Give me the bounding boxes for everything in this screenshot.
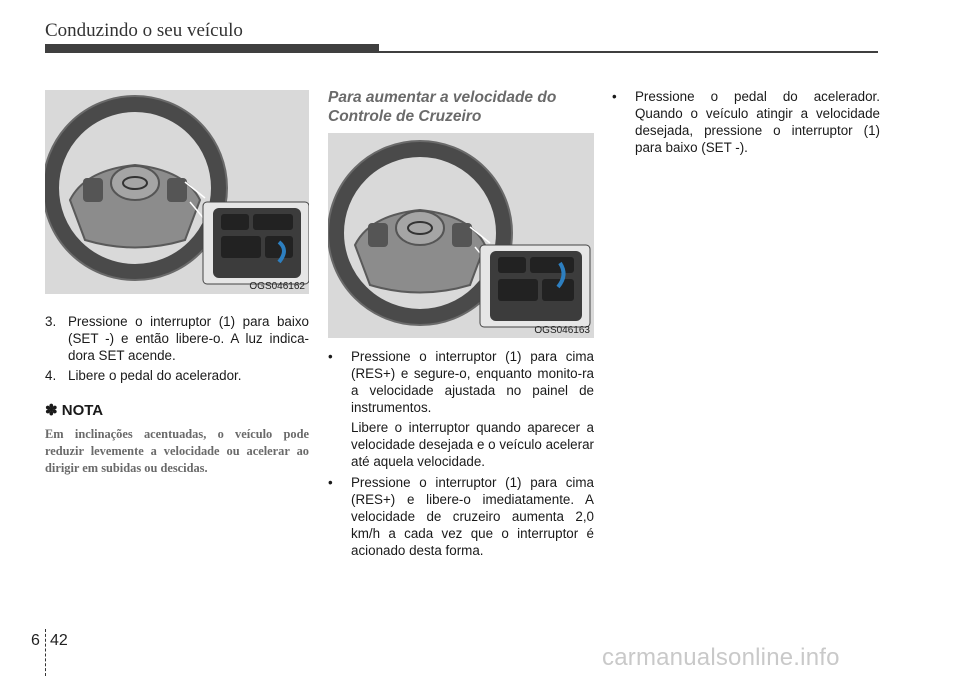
step-item bbox=[45, 313, 309, 364]
bullet-item bbox=[612, 88, 880, 156]
watermark: carmanualsonline.info bbox=[602, 644, 840, 671]
note-title: ✽ NOTA bbox=[45, 402, 104, 419]
page-number: 42 bbox=[50, 632, 68, 649]
bullet-text: Pressione o pedal do acelerador. Quando o veículo atingir a velocidade desejada, pressione o interruptor (1) para baixo (SET -). bbox=[635, 89, 880, 155]
right-column bbox=[612, 88, 880, 159]
bullet-item bbox=[328, 348, 594, 416]
step-number: 4. bbox=[45, 368, 57, 383]
header-rule bbox=[379, 51, 878, 53]
step-text: Libere o pedal do acelerador. bbox=[68, 368, 242, 383]
bullet-text: Pressione o interruptor (1) para cima (RES+) e segure-o, enquanto monito-ra a velocidade ajustada no painel de instrumentos. bbox=[351, 349, 594, 415]
header-bar bbox=[45, 44, 379, 53]
steering-wheel-figure-2 bbox=[328, 133, 594, 338]
chapter-number: 6 bbox=[31, 632, 40, 649]
steering-wheel-illustration bbox=[45, 90, 309, 294]
page-header-title: Conduzindo o seu veículo bbox=[45, 20, 243, 41]
bullet-marker: • bbox=[328, 349, 333, 364]
footer-divider bbox=[45, 629, 46, 676]
bullet-marker: • bbox=[328, 475, 333, 490]
bullet-continuation: Libere o interruptor quando aparecer a velocidade desejada e o veículo acelerar até aquela velocidade. bbox=[351, 420, 594, 469]
middle-column bbox=[328, 348, 594, 562]
note-body: Em inclinações acentuadas, o veículo pode reduzir levemente a velocidade ou acelerar ao dirigir em subidas ou descidas. bbox=[45, 427, 309, 475]
left-column bbox=[45, 313, 309, 387]
step-text: Pressione o interruptor (1) para baixo (SET -) e então libere-o. A luz indica-dora SET acende. bbox=[68, 314, 309, 363]
steering-wheel-figure-1 bbox=[45, 90, 309, 294]
step-item bbox=[45, 367, 309, 384]
bullet-item bbox=[328, 474, 594, 559]
bullet-text: Pressione o interruptor (1) para cima (RES+) e libere-o imediatamente. A velocidade de cruzeiro aumenta 2,0 km/h a cada vez que o interruptor é acionado desta forma. bbox=[351, 475, 594, 558]
steering-wheel-illustration bbox=[328, 133, 594, 338]
bullet-marker: • bbox=[612, 89, 617, 104]
section-title: Para aumentar a velocidade do Controle de Cruzeiro bbox=[328, 89, 557, 125]
step-number: 3. bbox=[45, 314, 57, 329]
figure-code: OGS046162 bbox=[249, 281, 305, 292]
figure-code: OGS046163 bbox=[534, 325, 590, 336]
